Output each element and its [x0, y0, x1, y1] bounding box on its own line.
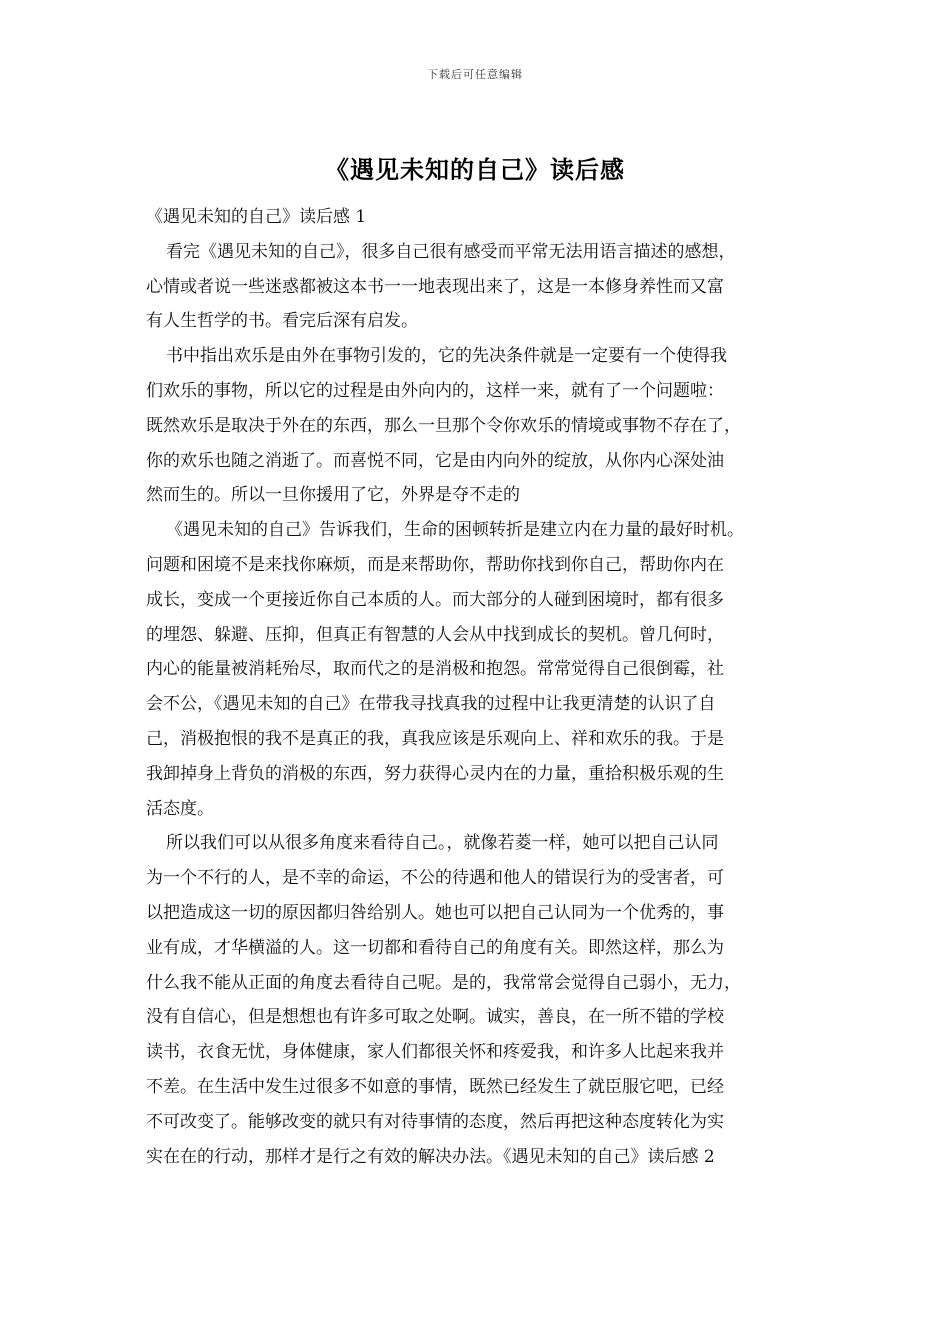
- paragraph-line: 没有自信心，但是想想也有许多可取之处啊。诚实，善良，在一所不错的学校: [146, 1007, 724, 1028]
- paragraph-line: 看完《遇见未知的自己》，很多自己很有感受而平常无法用语言描述的感想，: [166, 241, 736, 262]
- paragraph-line: 心情或者说一些迷惑都被这本书一一地表现出来了，这是一本修身养性而又富: [146, 276, 724, 297]
- paragraph-line: 为一个不行的人，是不幸的命运，不公的待遇和他人的错误行为的受害者，可: [146, 868, 724, 889]
- page-header-note: 下载后可任意编辑: [427, 68, 523, 81]
- paragraph-line: 活态度。: [146, 798, 214, 819]
- paragraph-line: 己，消极抱恨的我不是真正的我，真我应该是乐观向上、祥和欢乐的我。于是: [146, 728, 724, 749]
- document-title: 《遇见未知的自己》读后感: [325, 155, 625, 184]
- paragraph-line: 然而生的。所以一旦你援用了它，外界是夺不走的: [146, 485, 520, 506]
- paragraph-line: 所以我们可以从很多角度来看待自己。，就像若菱一样，她可以把自己认同: [166, 833, 719, 854]
- paragraph-line: 的埋怨、躲避、压抑，但真正有智慧的人会从中找到成长的契机。曾几何时，: [146, 624, 724, 645]
- subtitle-line: 《遇见未知的自己》读后感 1: [146, 207, 367, 227]
- paragraph-line: 们欢乐的事物，所以它的过程是由外向内的，这样一来，就有了一个问题啦：: [146, 380, 724, 401]
- paragraph-line: 我卸掉身上背负的消极的东西，努力获得心灵内在的力量，重拾积极乐观的生: [146, 763, 724, 784]
- paragraph-line: 会不公，《遇见未知的自己》在带我寻找真我的过程中让我更清楚的认识了自: [146, 694, 716, 715]
- paragraph-line: 内心的能量被消耗殆尽，取而代之的是消极和抱怨。常常觉得自己很倒霉，社: [146, 659, 724, 680]
- paragraph-line: 读书，衣食无忧，身体健康，家人们都很关怀和疼爱我，和许多人比起来我并: [146, 1042, 724, 1063]
- paragraph-line: 既然欢乐是取决于外在的东西，那么一旦那个令你欢乐的情境或事物不存在了，: [146, 415, 741, 436]
- paragraph-line: 《遇见未知的自己》告诉我们，生命的困顿转折是建立内在力量的最好时机。: [166, 520, 744, 541]
- paragraph-line: 不可改变了。能够改变的就只有对待事情的态度，然后再把这种态度转化为实: [146, 1111, 724, 1132]
- paragraph-line: 以把造成这一切的原因都归咎给别人。她也可以把自己认同为一个优秀的，事: [146, 902, 724, 923]
- paragraph-line: 你的欢乐也随之消逝了。而喜悦不同，它是由内向外的绽放，从你内心深处油: [146, 450, 724, 471]
- document-body: [146, 200, 814, 1174]
- paragraph-line: 业有成，才华横溢的人。这一切都和看待自己的角度有关。即然这样，那么为: [146, 937, 724, 958]
- paragraph-line: 书中指出欢乐是由外在事物引发的，它的先决条件就是一定要有一个使得我: [166, 346, 727, 367]
- paragraph-line: 问题和困境不是来找你麻烦，而是来帮助你，帮助你找到你自己，帮助你内在: [146, 554, 724, 575]
- paragraph-line: 不差。在生活中发生过很多不如意的事情，既然已经发生了就臣服它吧，已经: [146, 1076, 724, 1097]
- paragraph-line: 什么我不能从正面的角度去看待自己呢。是的，我常常会觉得自己弱小，无力，: [146, 972, 741, 993]
- paragraph-line: 有人生哲学的书。看完后深有启发。: [146, 311, 418, 332]
- paragraph-line: 实在在的行动，那样才是行之有效的解决办法。《遇见未知的自己》读后感 2: [146, 1146, 715, 1167]
- paragraph-line: 成长，变成一个更接近你自己本质的人。而大部分的人碰到困境时，都有很多: [146, 589, 724, 610]
